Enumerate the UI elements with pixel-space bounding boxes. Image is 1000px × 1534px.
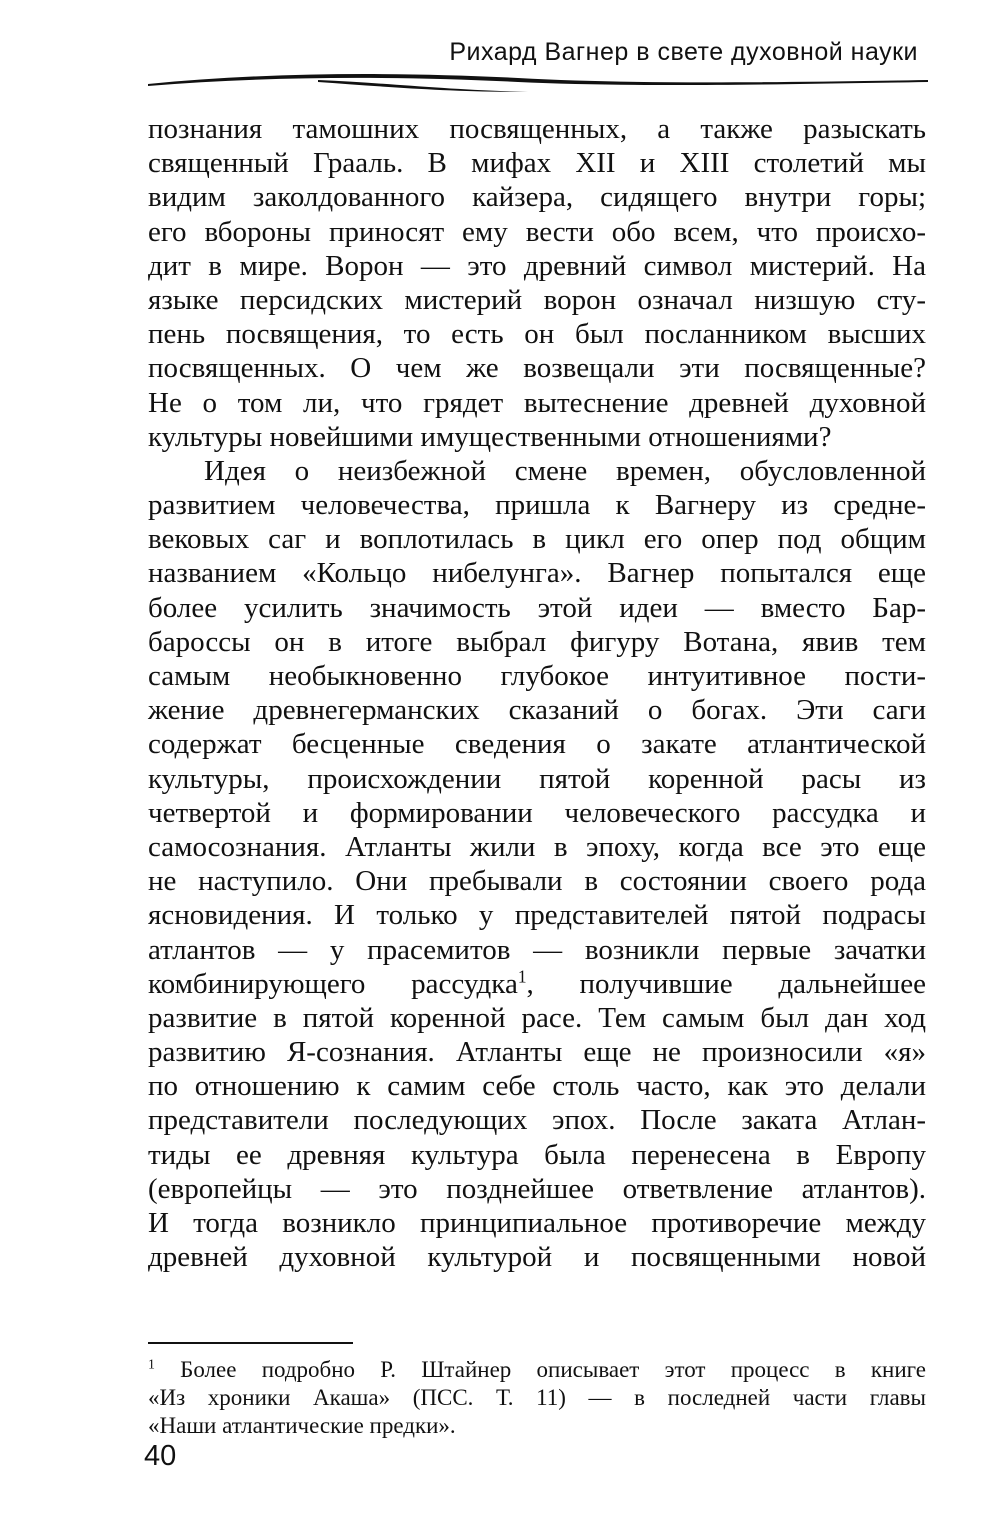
body-text	[148, 112, 926, 1274]
text-line: вековых саг и воплотилась в цикл его опер под общим	[148, 523, 926, 556]
text-line: дит в мире. Ворон — это древний символ мистерий. На	[148, 249, 926, 282]
text-line: жение древнегерманских сказаний о богах. Эти саги	[148, 694, 926, 727]
text-fragment: , получившие дальнейшее	[526, 967, 926, 1000]
text-line: культуры, происхождении пятой коренной расы из	[148, 762, 926, 795]
text-line: священный Грааль. В мифах XII и XIII столетий мы	[148, 147, 926, 180]
text-line: развитием человечества, пришла к Вагнеру из средне-	[148, 489, 926, 522]
text-line: пень посвящения, то есть он был посланником высших	[148, 318, 926, 351]
paragraph-first-line: Идея о неизбежной смене времен, обусловленной	[204, 454, 926, 487]
text-line: атлантов — у прасемитов — возникли первые зачатки	[148, 933, 926, 966]
text-line: самым необыкновенно глубокое интуитивное пости-	[148, 660, 926, 692]
text-line: представители последующих эпох. После заката Атлан-	[148, 1104, 926, 1137]
text-line: более усилить значимость этой идеи — вместо Бар-	[148, 591, 926, 624]
text-line-with-footnote-ref	[148, 967, 926, 1001]
text-line: четвертой и формировании человеческого рассудка и	[148, 796, 926, 829]
text-line: посвященных. О чем же возвещали эти посвященные?	[148, 352, 926, 385]
footnote-line	[148, 1356, 926, 1384]
text-line: познания тамошних посвященных, а также разыскать	[148, 113, 926, 145]
text-line: его вбороны приносят ему вести обо всем, что происхо-	[148, 215, 926, 248]
page-number: 40	[144, 1440, 177, 1472]
text-fragment: комбинирующего рассудка	[148, 967, 518, 1000]
text-line: не наступило. Они пребывали в состоянии своего рода	[148, 865, 926, 898]
text-line: видим заколдованного кайзера, сидящего внутри горы;	[148, 181, 926, 214]
text-line: И тогда возникло принципиальное противоречие между	[148, 1207, 926, 1239]
footnote-divider	[148, 1342, 353, 1344]
text-line: названием «Кольцо нибелунга». Вагнер попытался еще	[148, 557, 926, 590]
text-line: бароссы он в итоге выбрал фигуру Вотана, явив тем	[148, 625, 926, 658]
text-line: языке персидских мистерий ворон означал низшую сту-	[148, 283, 926, 316]
footnote-line: «Из хроники Акаша» (ПСС. Т. 11) — в последней части главы	[148, 1385, 926, 1410]
footnote-text: Более подробно Р. Штайнер описывает этот процесс в книге	[180, 1357, 926, 1382]
text-line: по отношению к самим себе столь часто, как это делали	[148, 1070, 926, 1103]
text-line: развитие в пятой коренной расе. Тем самым был дан ход	[148, 1001, 926, 1034]
text-line: древней духовной культурой и посвященными новой	[148, 1241, 926, 1274]
text-line: культуры новейшими имущественными отношениями?	[148, 420, 832, 453]
footnote-line: «Наши атлантические предки».	[148, 1413, 456, 1438]
text-line: (европейцы — это позднейшее ответвление атлантов).	[148, 1172, 926, 1205]
text-line: Не о том ли, что грядет вытеснение древней духовной	[148, 386, 926, 419]
text-line: самосознания. Атланты жили в эпоху, когда все это еще	[148, 830, 926, 863]
running-title: Рихард Вагнер в свете духовной науки	[449, 38, 918, 66]
text-line: тиды ее древняя культура была перенесена в Европу	[148, 1138, 926, 1171]
header-ornament	[148, 70, 928, 96]
footnote	[148, 1356, 926, 1440]
text-line: развитию Я-сознания. Атланты еще не произносили «я»	[148, 1036, 926, 1069]
footnote-mark: 1	[148, 1356, 155, 1372]
footnote-reference[interactable]: 1	[517, 966, 527, 987]
text-line: ясновидения. И только у представителей пятой подрасы	[148, 899, 926, 932]
text-line: содержат бесценные сведения о закате атлантической	[148, 728, 926, 761]
